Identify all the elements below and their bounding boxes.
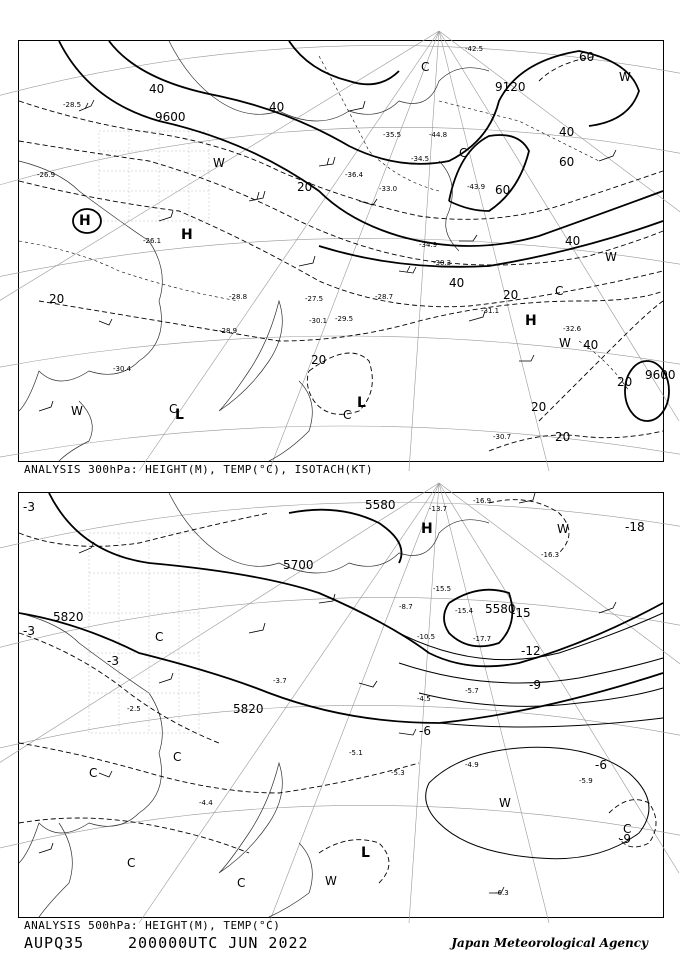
temp-value: -5.7 [465,687,479,695]
temp-value: -17.7 [473,635,492,643]
contour-label: 40 [559,125,575,139]
temp-value: -3.7 [273,677,287,685]
agency-credit: Japan Meteorological Agency [451,936,648,950]
high-center: H [181,227,193,243]
high-center: H [421,521,433,537]
low-center: L [357,395,366,411]
cold-marker: C [127,856,136,870]
temp-value: -26.9 [37,171,56,179]
map-500hpa-canvas [19,493,663,917]
contour-label: -12 [521,644,541,658]
low-center: L [175,407,184,423]
cold-marker: C [237,876,246,890]
warm-marker: W [213,156,225,170]
warm-marker: W [71,404,83,418]
contour-label: 60 [495,183,511,197]
contour-label: 20 [297,180,313,194]
cold-marker: C [555,284,564,298]
contour-label: 40 [269,100,285,114]
temp-value: -34.5 [411,155,430,163]
warm-marker: W [619,70,631,84]
temp-value: -33.0 [379,185,398,193]
contour-label: -3 [23,624,35,638]
map-500hpa [18,492,664,918]
contour-label: -3 [23,500,35,514]
temp-value: -8.7 [399,603,413,611]
high-center: H [79,213,91,229]
contour-label: 20 [555,430,571,444]
cold-marker: C [343,408,352,422]
temp-value: -31.1 [481,307,500,315]
latitude-grid [0,45,680,461]
temp-value: -26.1 [143,237,162,245]
caption-300hpa: ANALYSIS 300hPa: HEIGHT(M), TEMP(°C), ISOTACH(KT) [24,463,374,476]
temp-value: -34.9 [419,241,438,249]
cold-marker: C [459,146,468,160]
temp-value: -13.7 [429,505,448,513]
height-contours [59,41,669,421]
temp-value: -4.4 [199,799,213,807]
cold-marker: C [89,766,98,780]
contour-label: 40 [449,276,465,290]
warm-marker: W [499,796,511,810]
valid-time: 200000UTC JUN 2022 [128,934,309,952]
temp-value: -28.5 [63,101,82,109]
contour-label: 20 [49,292,65,306]
low-center: L [361,845,370,861]
temp-value: -30.3 [433,259,452,267]
warm-marker: W [325,874,337,888]
contour-label: 5820 [233,702,264,716]
temp-value: -29.5 [335,315,354,323]
contour-label: 20 [311,353,327,367]
temp-value: -35.5 [383,131,402,139]
temp-value: -43.9 [467,183,486,191]
temp-value: -15.5 [433,585,452,593]
cold-marker: C [623,822,632,836]
temp-value: -36.4 [345,171,364,179]
contour-label: 40 [149,82,165,96]
contour-label: -9 [529,678,541,692]
temp-value: -30.4 [113,365,132,373]
contour-label: 5700 [283,558,314,572]
contour-label: 40 [565,234,581,248]
contour-label: -9 [619,832,631,846]
warm-marker: W [605,250,617,264]
temp-value: -5.1 [349,749,363,757]
temp-value: -42.5 [465,45,484,53]
temp-value: -16.3 [541,551,560,559]
contour-label: 60 [559,155,575,169]
temp-value: -4.5 [417,695,431,703]
contour-label: 60 [579,50,595,64]
temp-value: -28.7 [375,293,394,301]
temp-value: -30.7 [493,433,512,441]
temp-value: -30.1 [309,317,328,325]
map-300hpa [18,40,676,462]
product-code: AUPQ35 [24,934,85,952]
contour-label: 20 [617,375,633,389]
temp-value: -10.5 [417,633,436,641]
temp-value: -2.5 [127,705,141,713]
contour-label: 40 [583,338,599,352]
map-300hpa-canvas [19,41,676,461]
contour-label: 9600 [155,110,186,124]
temp-value: -27.5 [305,295,324,303]
contour-label: -15 [511,606,531,620]
station-values [127,497,593,897]
temp-value: -4.9 [465,761,479,769]
contour-label: 5580 [485,602,516,616]
isotherms [19,56,629,391]
warm-marker: W [557,522,569,536]
temp-value: -5.3 [391,769,405,777]
contour-label: 9600 [645,368,676,382]
temp-value: -5.9 [579,777,593,785]
temp-value: -28.8 [229,293,248,301]
contour-label: 20 [503,288,519,302]
cold-marker: C [421,60,430,74]
temp-value: -15.4 [455,607,474,615]
temp-value: -28.9 [219,327,238,335]
warm-marker: W [559,336,571,350]
contour-label: -6 [595,758,607,772]
contour-label: 5820 [53,610,84,624]
cold-marker: C [173,750,182,764]
contour-label: -18 [625,520,645,534]
contour-label: 5580 [365,498,396,512]
cold-marker: C [155,630,164,644]
caption-500hpa: ANALYSIS 500hPa: HEIGHT(M), TEMP(°C) [24,919,281,932]
temp-value: -6.3 [495,889,509,897]
contour-label: -6 [419,724,431,738]
temp-value: -44.8 [429,131,448,139]
contour-label: -3 [107,654,119,668]
longitude-grid [0,31,680,471]
cold-marker: C [169,402,178,416]
contour-label: 20 [531,400,547,414]
high-center: H [525,313,537,329]
temp-value: -32.6 [563,325,582,333]
temp-value: -16.9 [473,497,492,505]
contour-label: 9120 [495,80,526,94]
